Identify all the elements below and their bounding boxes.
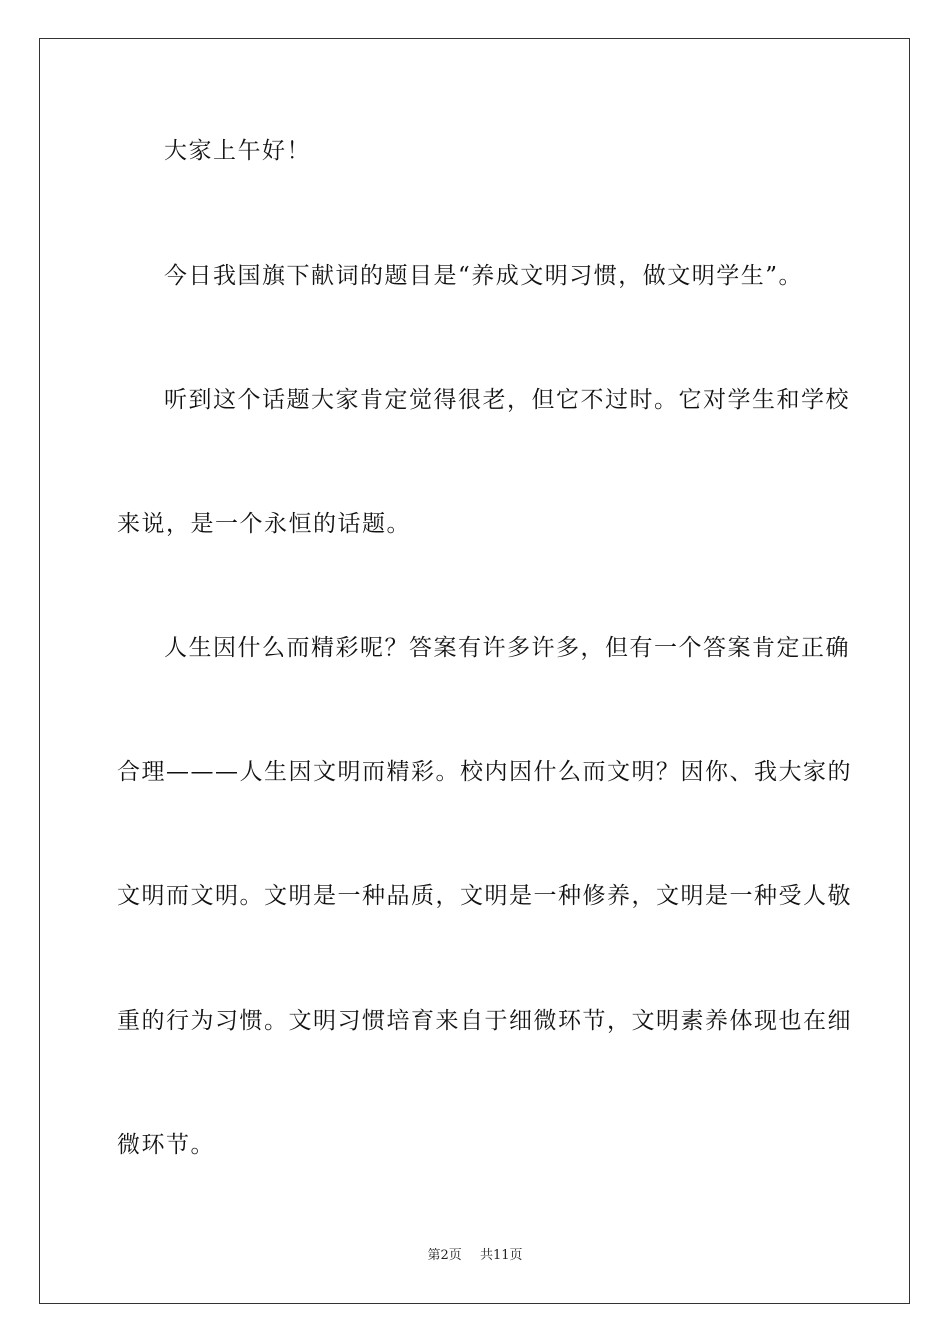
page-frame	[39, 38, 910, 1304]
paragraph-3-line-4: 重的行为习惯。文明习惯培育来自于细微环节，文明素养体现也在细	[117, 1008, 852, 1034]
paragraph-2-line-1: 听到这个话题大家肯定觉得很老，但它不过时。它对学生和学校	[164, 387, 850, 413]
paragraph-3-line-5: 微环节。	[117, 1132, 215, 1158]
page-total: 共11页	[479, 1248, 523, 1263]
paragraph-3-line-1: 人生因什么而精彩呢？答案有许多许多，但有一个答案肯定正确	[164, 635, 850, 661]
paragraph-1-line-1: 今日我国旗下献词的题目是“养成文明习惯，做文明学生”。	[164, 263, 804, 289]
page-number: 第2页	[427, 1248, 462, 1263]
paragraph-2-line-2: 来说，是一个永恒的话题。	[117, 511, 411, 537]
paragraph-3-line-2: 合理———人生因文明而精彩。校内因什么而文明？因你、我大家的	[117, 759, 852, 785]
greeting-line: 大家上午好！	[164, 138, 311, 164]
page-footer	[0, 1246, 950, 1266]
paragraph-3-line-3: 文明而文明。文明是一种品质，文明是一种修养，文明是一种受人敬	[117, 883, 852, 909]
